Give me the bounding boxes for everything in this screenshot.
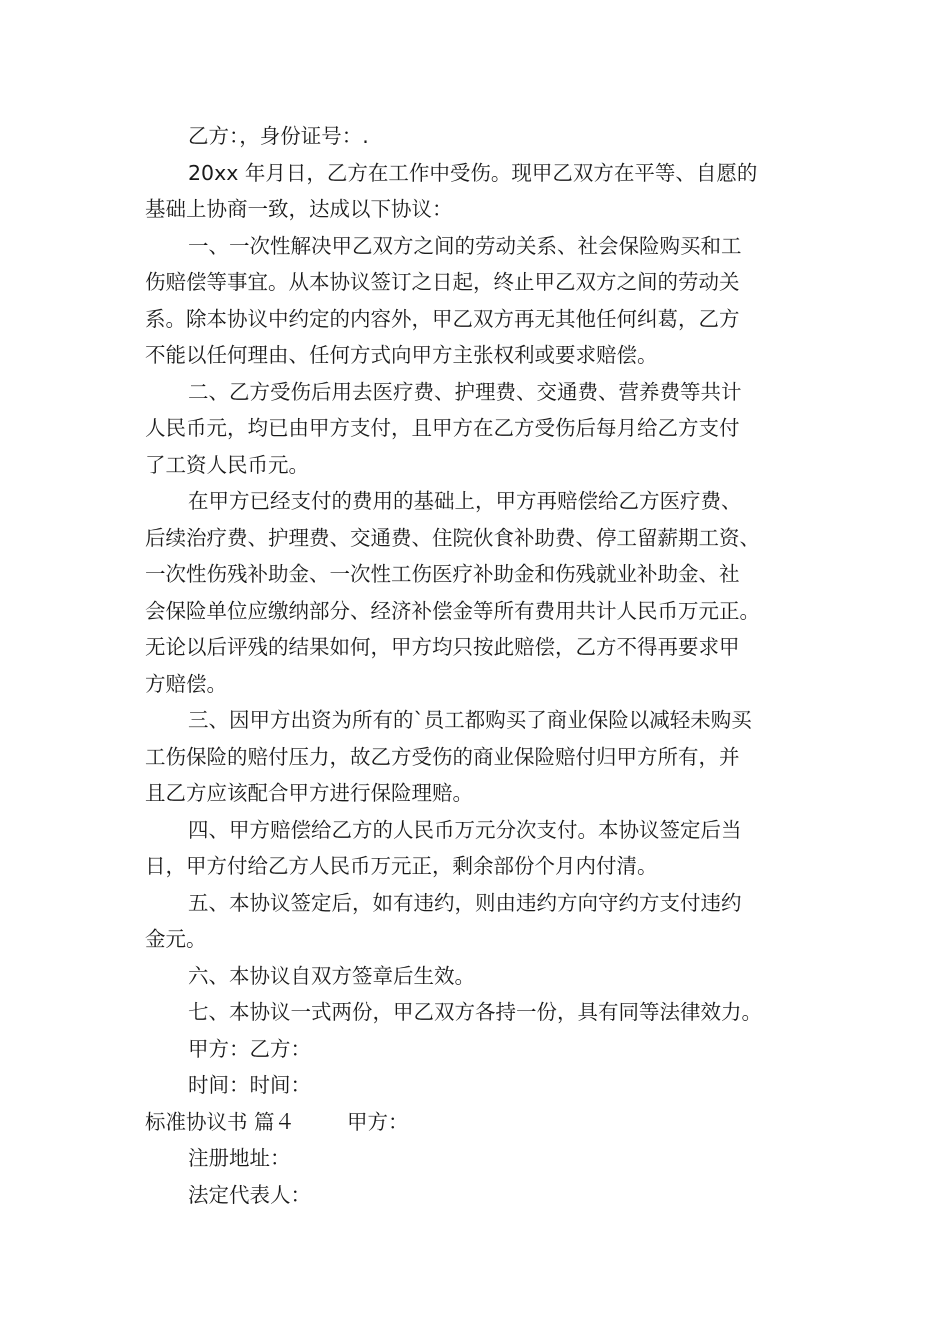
text-line: 系。除本协议中约定的内容外，甲乙双方再无其他任何纠葛，乙方 — [145, 306, 740, 331]
text-line: 了工资人民币元。 — [145, 452, 309, 477]
text-line: 乙方：，身份证号：. — [188, 124, 369, 148]
text-line: 20xx 年月日，乙方在工作中受伤。现甲乙双方在平等、自愿的 — [188, 160, 758, 185]
text-line: 会保险单位应缴纳部分、经济补偿金等所有费用共计人民币万元正。 — [145, 598, 760, 623]
text-line: 三、因甲方出资为所有的`员工都购买了商业保险以减轻未购买 — [188, 708, 752, 732]
text-line: 时间：时间： — [188, 1073, 311, 1097]
text-line: 工伤保险的赔付压力，故乙方受伤的商业保险赔付归甲方所有，并 — [145, 744, 740, 769]
text-line: 伤赔偿等事宜。从本协议签订之日起，终止甲乙双方之间的劳动关 — [145, 270, 740, 294]
text-line: 七、本协议一式两份，甲乙双方各持一份，具有同等法律效力。 — [188, 1000, 762, 1024]
text-line: 不能以任何理由、任何方式向甲方主张权利或要求赔偿。 — [145, 343, 658, 367]
text-line: 且乙方应该配合甲方进行保险理赔。 — [145, 781, 473, 805]
section-heading — [145, 1104, 815, 1141]
text-line: 金元。 — [145, 927, 207, 951]
document-page — [145, 118, 815, 1213]
section-party-label: 甲方： — [347, 1109, 409, 1134]
text-line: 六、本协议自双方签章后生效。 — [188, 963, 475, 988]
text-line: 基础上协商一致，达成以下协议： — [145, 197, 453, 221]
section-title: 标准协议书 篇４ — [145, 1109, 296, 1134]
text-line: 四、甲方赔偿给乙方的人民币万元分次支付。本协议签定后当 — [188, 817, 742, 842]
text-line: 无论以后评残的结果如何，甲方均只按此赔偿，乙方不得再要求甲 — [145, 635, 740, 659]
text-line: 在甲方已经支付的费用的基础上，甲方再赔偿给乙方医疗费、 — [188, 489, 742, 513]
text-line: 二、乙方受伤后用去医疗费、护理费、交通费、营养费等共计 — [188, 379, 742, 404]
text-line: 后续治疗费、护理费、交通费、住院伙食补助费、停工留薪期工资、 — [145, 525, 760, 550]
text-line: 甲方：乙方： — [188, 1036, 311, 1061]
legal-representative-line: 法定代表人： — [188, 1182, 311, 1207]
text-line: 日，甲方付给乙方人民币万元正，剩余部份个月内付清。 — [145, 854, 658, 878]
text-line: 人民币元，均已由甲方支付，且甲方在乙方受伤后每月给乙方支付 — [145, 416, 740, 440]
document-body — [145, 118, 815, 1104]
text-line: 方赔偿。 — [145, 671, 227, 696]
text-line: 一、一次性解决甲乙双方之间的劳动关系、社会保险购买和工 — [188, 233, 742, 258]
text-line: 一次性伤残补助金、一次性工伤医疗补助金和伤残就业补助金、社 — [145, 562, 740, 586]
registered-address-line: 注册地址： — [188, 1146, 291, 1170]
text-line: 五、本协议签定后，如有违约，则由违约方向守约方支付违约 — [188, 890, 742, 915]
